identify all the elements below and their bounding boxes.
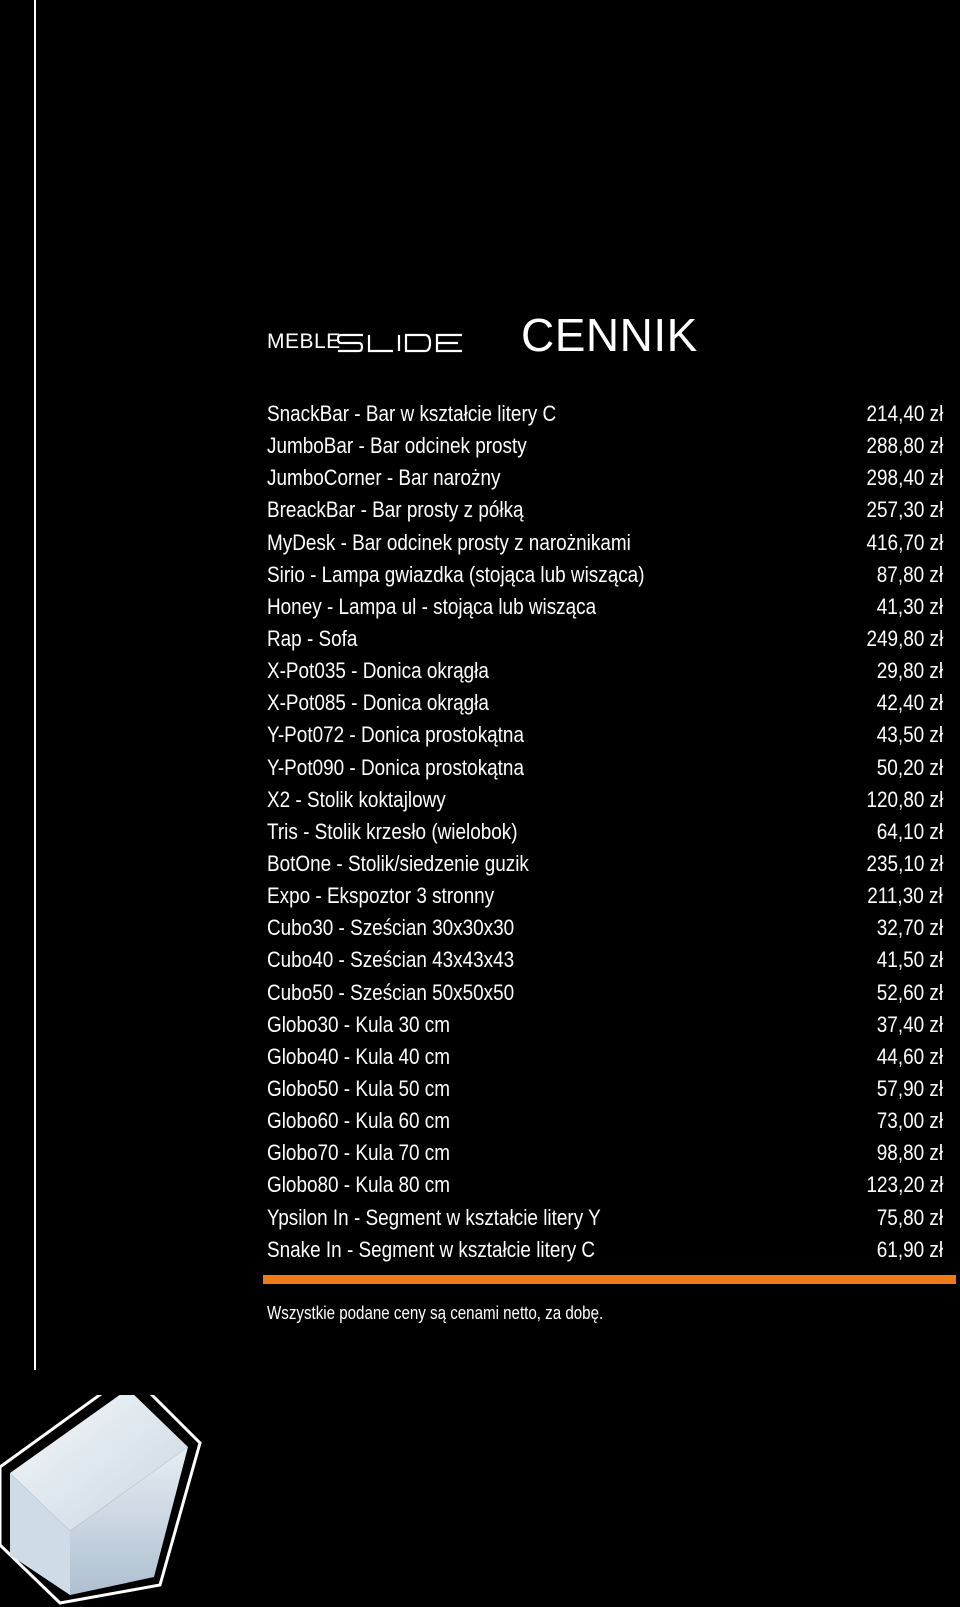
item-price: 87,80 zł [876,561,943,587]
item-price: 257,30 zł [866,497,943,523]
item-price: 211,30 zł [867,883,943,909]
item-price: 235,10 zł [866,851,943,877]
price-row [267,1041,943,1073]
price-row [267,719,943,751]
item-price: 37,40 zł [876,1011,943,1037]
price-row [267,687,943,719]
price-row [267,655,943,687]
vertical-divider-line [34,0,36,1370]
item-price: 42,40 zł [876,690,943,716]
price-row [267,912,943,944]
price-row [267,623,943,655]
price-row [267,784,943,816]
item-price: 44,60 zł [876,1043,943,1069]
price-row [267,398,943,430]
price-row [267,880,943,912]
item-name: Globo40 - Kula 40 cm [267,1043,450,1069]
item-price: 214,40 zł [866,401,943,427]
price-row [267,1073,943,1105]
item-name: Globo60 - Kula 60 cm [267,1108,450,1134]
item-price: 75,80 zł [876,1204,943,1230]
item-price: 32,70 zł [876,915,943,941]
price-row [267,462,943,494]
item-price: 298,40 zł [866,465,943,491]
item-price: 249,80 zł [866,626,943,652]
item-price: 43,50 zł [876,722,943,748]
price-row [267,752,943,784]
footnote: Wszystkie podane ceny są cenami netto, za dobę. [267,1303,604,1323]
item-price: 61,90 zł [876,1236,943,1262]
orange-divider [263,1275,956,1284]
item-price: 57,90 zł [876,1076,943,1102]
item-name: Expo - Ekspoztor 3 stronny [267,883,495,909]
item-name: Sirio - Lampa gwiazdka (stojąca lub wisząca) [267,561,645,587]
item-price: 41,30 zł [876,593,943,619]
item-price: 123,20 zł [866,1172,943,1198]
item-price: 73,00 zł [876,1108,943,1134]
price-row [267,591,943,623]
price-row [267,848,943,880]
item-name: Cubo30 - Sześcian 30x30x30 [267,915,515,941]
item-name: BreackBar - Bar prosty z półką [267,497,524,523]
item-name: SnackBar - Bar w kształcie litery C [267,401,557,427]
item-price: 29,80 zł [876,658,943,684]
header [267,298,907,368]
item-name: MyDesk - Bar odcinek prosty z narożnikami [267,529,631,555]
price-row [267,494,943,526]
price-row [267,977,943,1009]
price-row [267,1105,943,1137]
page-title: CENNIK [521,309,698,361]
item-price: 52,60 zł [876,979,943,1005]
cube-icon [0,1395,210,1607]
item-name: Globo50 - Kula 50 cm [267,1076,450,1102]
item-name: Rap - Sofa [267,626,358,652]
item-name: JumboBar - Bar odcinek prosty [267,433,527,459]
item-price: 416,70 zł [866,529,943,555]
item-name: Y-Pot090 - Donica prostokątna [267,754,524,780]
slide-wordmark-icon [337,332,463,354]
item-price: 50,20 zł [876,754,943,780]
item-name: Honey - Lampa ul - stojąca lub wisząca [267,593,597,619]
item-name: Globo70 - Kula 70 cm [267,1140,450,1166]
item-name: JumboCorner - Bar narożny [267,465,501,491]
price-row [267,1202,943,1234]
price-row [267,1137,943,1169]
price-row [267,559,943,591]
item-name: Ypsilon In - Segment w kształcie litery Y [267,1204,601,1230]
brand-prefix: MEBLE [267,330,341,353]
item-name: Snake In - Segment w kształcie litery C [267,1236,596,1262]
item-name: X-Pot085 - Donica okrągła [267,690,489,716]
item-name: Cubo40 - Sześcian 43x43x43 [267,947,515,973]
price-row [267,430,943,462]
item-name: Globo30 - Kula 30 cm [267,1011,450,1037]
price-row [267,527,943,559]
price-row [267,944,943,976]
item-name: BotOne - Stolik/siedzenie guzik [267,851,529,877]
price-row [267,1009,943,1041]
item-price: 41,50 zł [876,947,943,973]
item-price: 98,80 zł [876,1140,943,1166]
price-row [267,816,943,848]
item-name: Globo80 - Kula 80 cm [267,1172,450,1198]
price-row [267,1234,943,1266]
item-price: 120,80 zł [866,786,943,812]
item-name: Y-Pot072 - Donica prostokątna [267,722,524,748]
price-row [267,1169,943,1201]
item-price: 64,10 zł [876,818,943,844]
item-name: Tris - Stolik krzesło (wielobok) [267,818,518,844]
item-name: Cubo50 - Sześcian 50x50x50 [267,979,515,1005]
item-price: 288,80 zł [866,433,943,459]
price-list [267,398,943,1266]
item-name: X-Pot035 - Donica okrągła [267,658,489,684]
item-name: X2 - Stolik koktajlowy [267,786,446,812]
